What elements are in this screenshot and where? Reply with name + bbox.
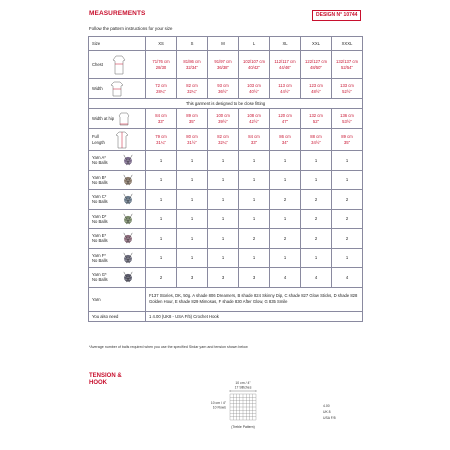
tension-pattern-label: (Treble Pattern)	[231, 425, 255, 429]
fitting-note: This garment is designed to be close fitting	[89, 99, 363, 109]
tension-grid	[230, 394, 256, 420]
garment-chest-icon	[112, 54, 126, 76]
yarn-label	[89, 229, 146, 249]
yarn-name: Yarn F*	[92, 252, 106, 258]
yarn-ball-count: 1	[239, 170, 270, 190]
yarn-ball-count: 1	[146, 209, 177, 229]
also-need-row	[89, 311, 363, 322]
no-balls-text: No Balls	[92, 179, 108, 185]
yarn-ball-count: 1	[146, 229, 177, 249]
chest-value: 112/117 cm 44/46"	[270, 51, 301, 79]
hook-uk: UK 8	[323, 410, 331, 414]
yarn-description: F137 Stories, DK, 50g. A shade 806 Dreamers, B shade 824 Skinny Dip, C shade 827 Glow Sticks, D shade 828 Golden Hour, E shade 829 Mimosas, F shade 830 After Glow, G 835 Smile	[146, 287, 363, 311]
yarn-ball-count: 2	[270, 190, 301, 210]
size-header: XS	[146, 37, 177, 51]
yarn-ball-count: 1	[270, 248, 301, 268]
width-hip-text: Width at hip	[92, 115, 115, 121]
full-length-value: 80 cm 31½"	[177, 129, 208, 151]
yarn-ball-count: 2	[301, 229, 332, 249]
chest-value: 102/107 cm 40/42"	[239, 51, 270, 79]
width-hip-label	[89, 109, 146, 129]
yarn-ball-count: 2	[332, 229, 363, 249]
yarn-ball-count: 1	[177, 151, 208, 171]
yarn-row	[89, 248, 363, 268]
tension-heading-line-1: TENSION &	[89, 373, 122, 379]
size-label: Size	[89, 37, 146, 51]
yarn-ball-count: 1	[146, 248, 177, 268]
yarn-ball-icon	[122, 232, 134, 244]
yarn-ball-count: 1	[332, 151, 363, 171]
width-hip-value: 89 cm 35"	[177, 109, 208, 129]
yarn-ball-count: 1	[208, 209, 239, 229]
yarn-name: Yarn E*	[92, 233, 107, 239]
yarn-label	[89, 209, 146, 229]
yarn-label	[89, 170, 146, 190]
yarn-ball-count: 1	[239, 248, 270, 268]
width-hip-value: 108 cm 42½"	[239, 109, 270, 129]
width-hip-value: 120 cm 47"	[270, 109, 301, 129]
size-header: S	[177, 37, 208, 51]
yarn-ball-count: 1	[177, 248, 208, 268]
width-hip-value: 132 cm 52"	[301, 109, 332, 129]
width-row	[89, 79, 363, 99]
hook-usa: USA F/5	[323, 416, 336, 420]
chest-value: 91/97 cm 36/38"	[208, 51, 239, 79]
yarn-ball-icon	[122, 154, 134, 166]
yarn-ball-count: 1	[239, 151, 270, 171]
yarn-row	[89, 229, 363, 249]
full-length-value: 86 cm 34"	[270, 129, 301, 151]
hook-mm: 4.00	[323, 404, 330, 408]
measurements-table	[88, 36, 363, 322]
yarn-ball-count: 2	[239, 229, 270, 249]
yarn-ball-count: 1	[177, 170, 208, 190]
yarn-ball-icon	[122, 213, 134, 225]
no-balls-text: No Balls	[92, 277, 108, 283]
width-value: 72 cm 28¼"	[146, 79, 177, 99]
yarn-ball-count: 3	[177, 268, 208, 288]
yarn-ball-icon	[122, 252, 134, 264]
yarn-ball-count: 2	[301, 190, 332, 210]
width-hip-row	[89, 109, 363, 129]
full-length-value: 82 cm 32¼"	[208, 129, 239, 151]
tension-square-diagram	[196, 380, 276, 450]
chest-label	[89, 51, 146, 79]
full-length-value: 89 cm 35"	[332, 129, 363, 151]
yarn-ball-count: 1	[146, 190, 177, 210]
yarn-ball-icon	[122, 193, 134, 205]
size-header: XXXL	[332, 37, 363, 51]
width-label	[89, 79, 146, 99]
hook-size-info	[323, 403, 336, 421]
width-value: 93 cm 36½"	[208, 79, 239, 99]
yarn-label	[89, 268, 146, 288]
tension-heading-line-2: HOOK	[89, 380, 107, 386]
yarn-ball-count: 2	[332, 190, 363, 210]
no-balls-text: No Balls	[92, 199, 108, 205]
yarn-ball-count: 1	[301, 151, 332, 171]
size-row	[89, 37, 363, 51]
full-length-row	[89, 129, 363, 151]
yarn-name: Yarn D*	[92, 213, 107, 219]
width-value: 113 cm 44½"	[270, 79, 301, 99]
yarn-description-row	[89, 287, 363, 311]
yarn-ball-count: 1	[270, 170, 301, 190]
size-header: M	[208, 37, 239, 51]
width-value: 133 cm 52½"	[332, 79, 363, 99]
no-balls-text: No Balls	[92, 238, 108, 244]
yarn-ball-count: 2	[270, 229, 301, 249]
full-length-value: 88 cm 34½"	[301, 129, 332, 151]
yarn-ball-count: 1	[208, 170, 239, 190]
yarn-ball-count: 1	[208, 190, 239, 210]
size-header: L	[239, 37, 270, 51]
yarn-name: Yarn C*	[92, 194, 107, 200]
page-subtitle: Follow the pattern instructions for your size	[89, 26, 173, 31]
yarn-ball-count: 1	[239, 209, 270, 229]
chest-value: 132/137 cm 52/54"	[332, 51, 363, 79]
size-header: XXL	[301, 37, 332, 51]
garment-hip-icon	[118, 112, 130, 126]
no-balls-text: No Balls	[92, 218, 108, 224]
yarn-ball-count: 1	[270, 209, 301, 229]
yarn-ball-count: 1	[208, 229, 239, 249]
full-length-text-1: Full	[92, 133, 99, 139]
yarn-ball-count: 1	[208, 151, 239, 171]
yarn-ball-icon	[122, 174, 134, 186]
yarn-ball-count: 1	[177, 190, 208, 210]
also-need-value: 1 4.00 (UK8 - USA F/5) Crochet Hook	[146, 311, 363, 322]
yarn-ball-count: 1	[177, 229, 208, 249]
tension-rows-label: 10 Rows	[212, 405, 226, 410]
no-balls-text: No Balls	[92, 257, 108, 263]
yarn-row	[89, 209, 363, 229]
yarn-name: Yarn B*	[92, 174, 107, 180]
width-value: 103 cm 40½"	[239, 79, 270, 99]
yarn-row	[89, 151, 363, 171]
full-length-value: 79 cm 31¼"	[146, 129, 177, 151]
yarn-row	[89, 170, 363, 190]
yarn-ball-count: 4	[332, 268, 363, 288]
yarn-label	[89, 248, 146, 268]
yarn-row	[89, 190, 363, 210]
yarn-ball-count: 1	[239, 190, 270, 210]
width-hip-value: 136 cm 53½"	[332, 109, 363, 129]
yarn-ball-count: 3	[208, 268, 239, 288]
full-length-label	[89, 129, 146, 151]
chest-value: 71/76 cm 28/30	[146, 51, 177, 79]
yarn-label	[89, 151, 146, 171]
yarn-label	[89, 190, 146, 210]
yarn-ball-count: 1	[332, 248, 363, 268]
fitting-note-row	[89, 99, 363, 109]
size-header: XL	[270, 37, 301, 51]
yarn-ball-count: 4	[301, 268, 332, 288]
tension-width-label: 10 cm / 4"	[235, 381, 251, 385]
tension-stitches-label: 17 Stitches	[234, 385, 252, 390]
yarn-ball-count: 1	[301, 248, 332, 268]
yarn-row	[89, 268, 363, 288]
yarn-ball-count: 2	[332, 209, 363, 229]
no-balls-text: No Balls	[92, 160, 108, 166]
yarn-ball-count: 1	[301, 170, 332, 190]
yarn-ball-count: 1	[177, 209, 208, 229]
yarn-name: Yarn A*	[92, 155, 106, 161]
yarn-name: Yarn G*	[92, 272, 107, 278]
garment-length-icon	[115, 131, 129, 149]
yarn-ball-icon	[122, 271, 134, 283]
yarn-ball-count: 4	[270, 268, 301, 288]
yarn-ball-count: 1	[332, 170, 363, 190]
tension-height-label: 10 cm / 4"	[210, 401, 226, 405]
chest-value: 122/127 cm 48/50"	[301, 51, 332, 79]
garment-width-icon	[110, 81, 124, 97]
yarn-ball-count: 1	[146, 170, 177, 190]
width-text: Width	[92, 85, 103, 91]
yarn-ball-count: 3	[239, 268, 270, 288]
also-need-label: You also need	[89, 311, 146, 322]
yarn-ball-count: 1	[208, 248, 239, 268]
yarn-ball-count: 2	[301, 209, 332, 229]
yarn-ball-count: 1	[270, 151, 301, 171]
chest-text: Chest	[92, 61, 103, 67]
yarn-ball-count: 1	[146, 151, 177, 171]
width-value: 123 cm 48½"	[301, 79, 332, 99]
full-length-value: 84 cm 33"	[239, 129, 270, 151]
page-title: MEASUREMENTS	[89, 10, 146, 17]
width-hip-value: 100 cm 39½"	[208, 109, 239, 129]
chest-row	[89, 51, 363, 79]
full-length-text-2: Length	[92, 139, 105, 145]
footnote: *Average number of balls required when you use the specified Sirdar yarn and tension shown below	[89, 345, 248, 349]
design-number-badge: DESIGN N° 10744	[312, 10, 361, 21]
chest-value: 81/86 cm 32/34"	[177, 51, 208, 79]
width-hip-value: 84 cm 33"	[146, 109, 177, 129]
width-value: 82 cm 32¼"	[177, 79, 208, 99]
yarn-ball-count: 2	[146, 268, 177, 288]
tension-heading	[89, 373, 122, 387]
yarn-heading: Yarn	[89, 287, 146, 311]
